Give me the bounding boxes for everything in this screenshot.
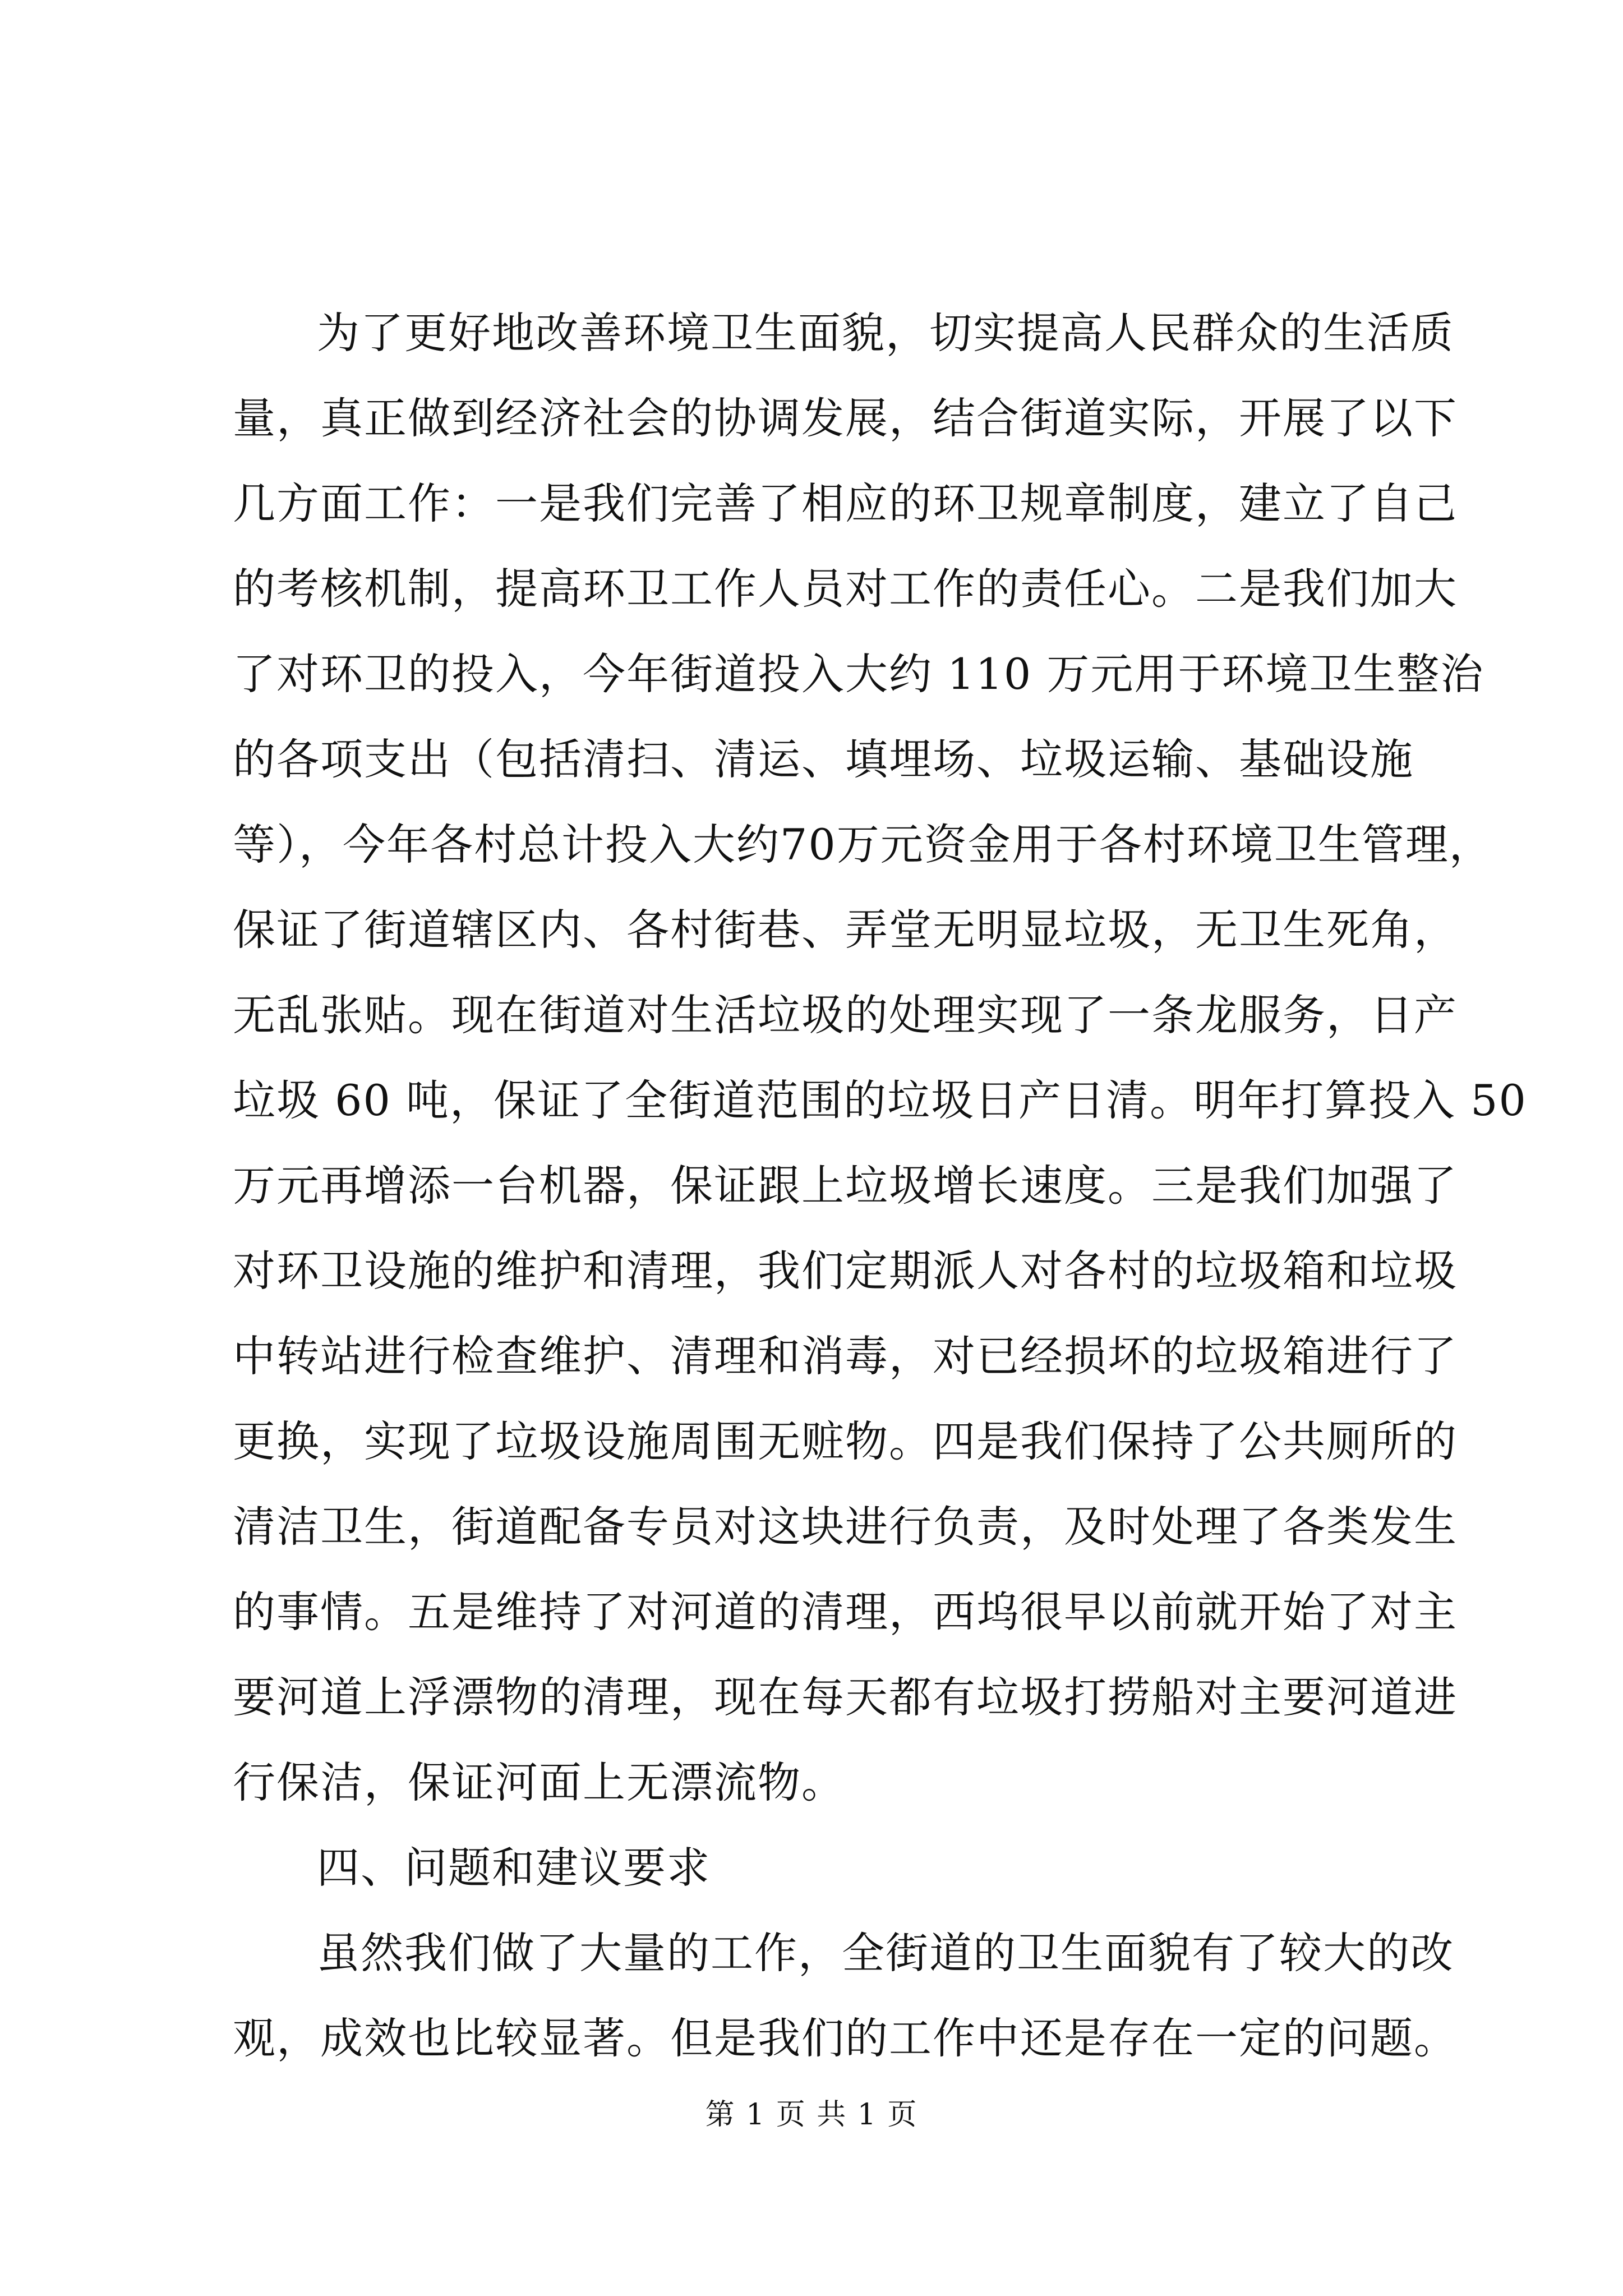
page-footer: 第 1 页 共 1 页	[705, 2098, 918, 2132]
paragraph-line: 虽然我们做了大量的工作，全街道的卫生面貌有了较大的改	[317, 1928, 1454, 1978]
paragraph-line: 观，成效也比较显著。但是我们的工作中还是存在一定的问题。	[233, 2013, 1458, 2063]
paragraph-line: 行保洁，保证河面上无漂流物。	[233, 1757, 845, 1807]
paragraph-line: 万元再增添一台机器，保证跟上垃圾增长速度。三是我们加强了	[233, 1161, 1458, 1211]
paragraph-line: 更换，实现了垃圾设施周围无赃物。四是我们保持了公共厕所的	[233, 1416, 1458, 1466]
paragraph-line: 中转站进行检查维护、清理和消毒，对已经损坏的垃圾箱进行了	[233, 1331, 1458, 1381]
paragraph-line: 的事情。五是维持了对河道的清理，西坞很早以前就开始了对主	[233, 1587, 1458, 1637]
paragraph-line: 量，真正做到经济社会的协调发展，结合街道实际，开展了以下	[233, 393, 1458, 443]
paragraph-line: 几方面工作：一是我们完善了相应的环卫规章制度，建立了自己	[233, 478, 1458, 528]
paragraph-line: 的考核机制，提高环卫工作人员对工作的责任心。二是我们加大	[233, 564, 1458, 614]
body-text	[233, 291, 1527, 2081]
paragraph-line: 对环卫设施的维护和清理，我们定期派人对各村的垃圾箱和垃圾	[233, 1246, 1458, 1296]
paragraph-line: 了对环卫的投入，今年街道投入大约 110 万元用于环境卫生整治	[233, 649, 1484, 699]
paragraph-line: 垃圾 60 吨，保证了全街道范围的垃圾日产日清。明年打算投入 50	[233, 1075, 1527, 1125]
paragraph-line: 要河道上浮漂物的清理，现在每天都有垃圾打捞船对主要河道进	[233, 1672, 1458, 1722]
paragraph-line: 为了更好地改善环境卫生面貌，切实提高人民群众的生活质	[317, 308, 1454, 358]
section-heading: 四、问题和建议要求	[317, 1843, 711, 1893]
paragraph-line: 的各项支出（包括清扫、清运、填埋场、垃圾运输、基础设施	[233, 734, 1414, 784]
paragraph-line: 清洁卫生，街道配备专员对这块进行负责，及时处理了各类发生	[233, 1502, 1458, 1552]
paragraph-line: 保证了街道辖区内、各村街巷、弄堂无明显垃圾，无卫生死角，	[233, 905, 1458, 955]
paragraph-line: 无乱张贴。现在街道对生活垃圾的处理实现了一条龙服务，日产	[233, 990, 1458, 1040]
paragraph-line: 等），今年各村总计投入大约70万元资金用于各村环境卫生管理，	[233, 820, 1493, 869]
